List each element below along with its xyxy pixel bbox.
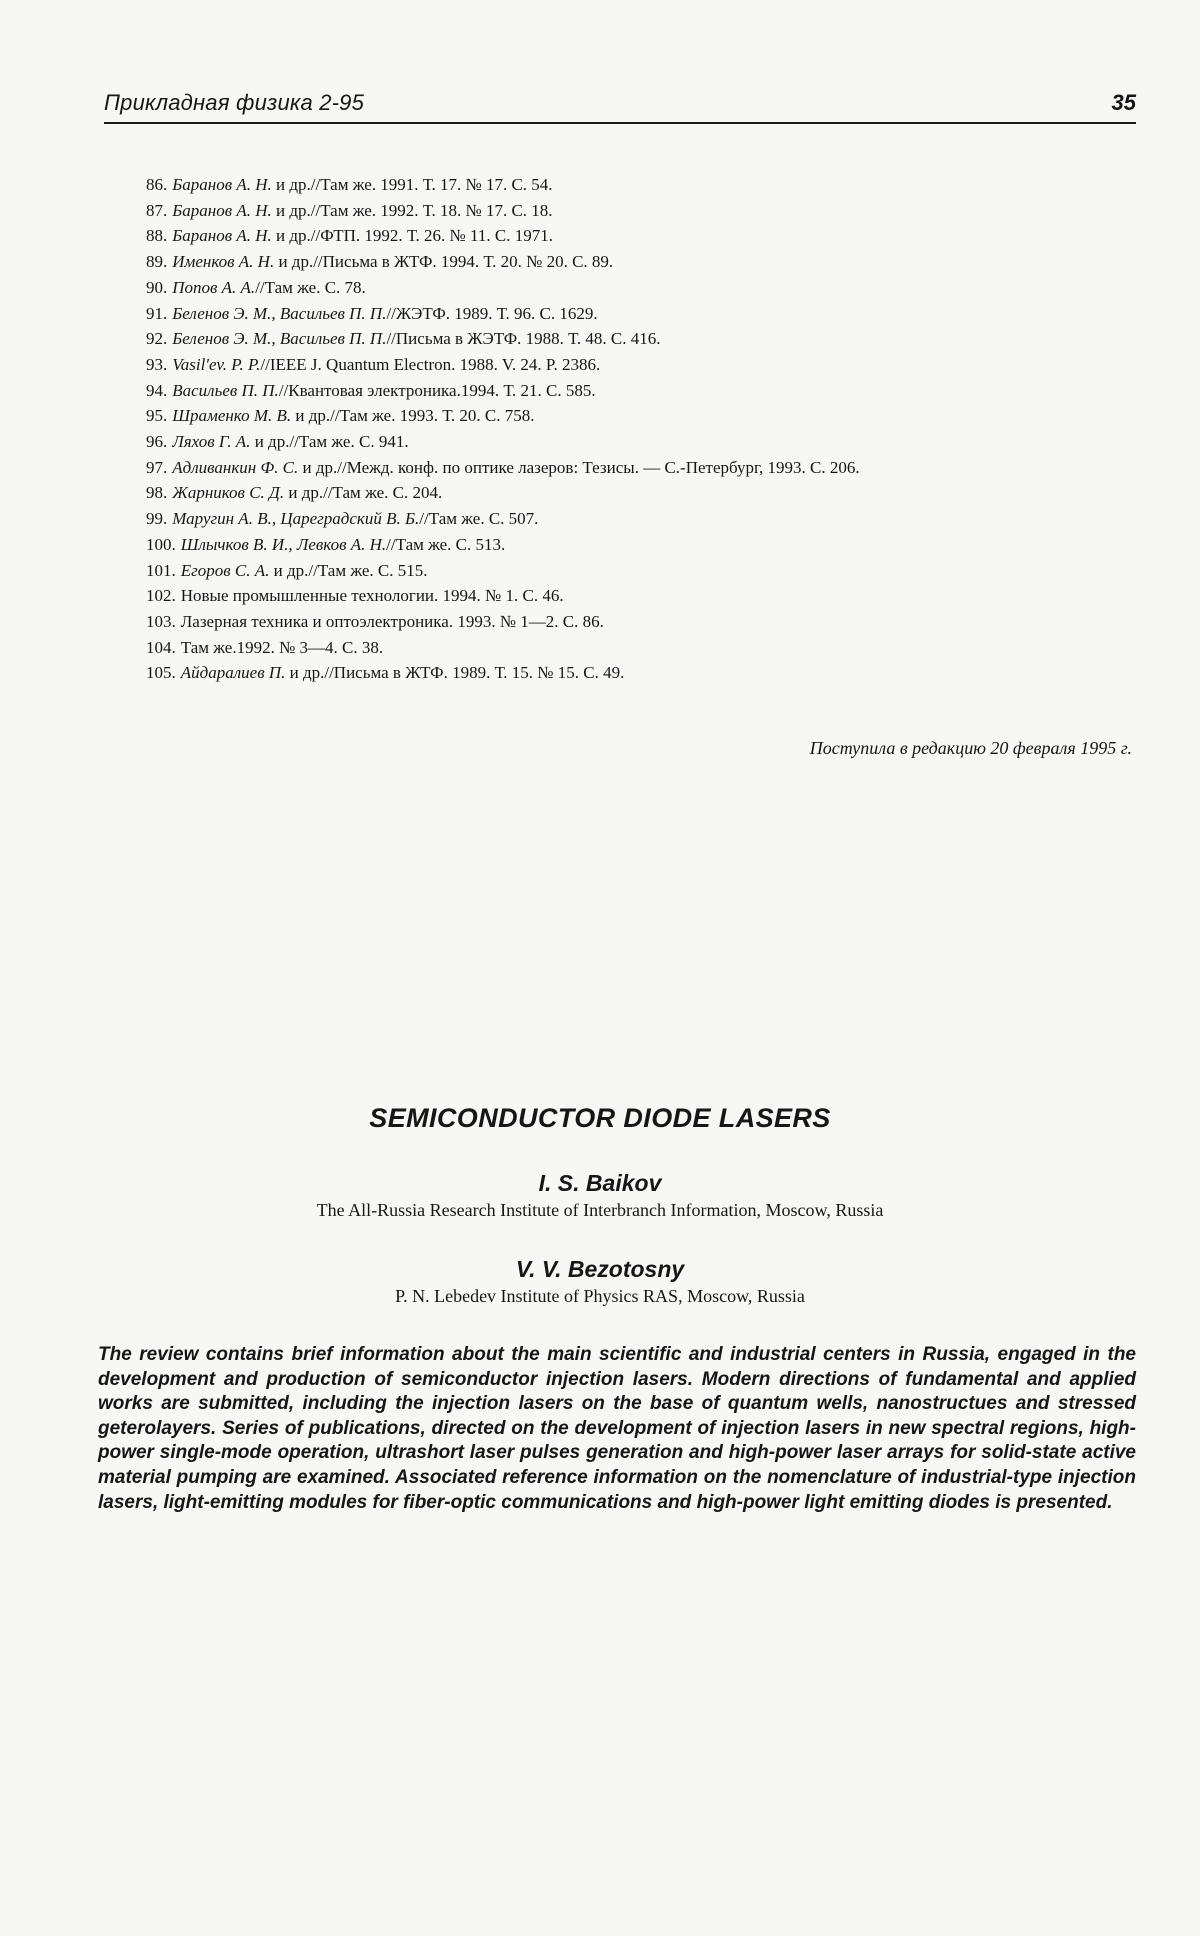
page-number: 35 — [1111, 90, 1136, 115]
reference-item: 103. Лазерная техника и оптоэлектроника. 1993. № 1—2. С. 86. — [146, 611, 604, 631]
reference-item: 89. Именков А. Н. и др.//Письма в ЖТФ. 1994. Т. 20. № 20. С. 89. — [146, 252, 614, 272]
author-affiliation: P. N. Lebedev Institute of Physics RAS, Moscow, Russia — [395, 1286, 805, 1306]
reference-item: 88. Баранов А. Н. и др.//ФТП. 1992. Т. 26. № 11. С. 1971. — [146, 226, 553, 246]
reference-item: 91. Беленов Э. М., Васильев П. П.//ЖЭТФ. 1989. Т. 96. С. 1629. — [146, 303, 598, 323]
author-name: I. S. Baikov — [538, 1170, 662, 1196]
received-date: Поступила в редакцию 20 февраля 1995 г. — [809, 738, 1132, 758]
reference-item: 105. Айдаралиев П. и др.//Письма в ЖТФ. 1989. Т. 15. № 15. С. 49. — [146, 663, 625, 683]
reference-item: 90. Попов А. А.//Там же. С. 78. — [146, 277, 366, 297]
article-title: SEMICONDUCTOR DIODE LASERS — [369, 1103, 831, 1133]
reference-item: 104. Там же.1992. № 3—4. С. 38. — [146, 637, 384, 657]
abstract: The review contains brief information about the main scientific and industrial centers in Russia, engaged in the development and production of semiconductor injection lasers. Modern directions of fundamental and applied works are submitted, including the injection lasers on the base of quantum wells, nanostructues and stressed geterolayers. Series of publications, directed on the development of injection lasers in new spectral regions, high-power single-mode operation, ultrashort laser pulses generation and high-power laser arrays for solid-state active material pumping are examined. Associated reference information on the nomenclature of industrial-type injection lasers, light-emitting modules for fiber-optic communications and high-power light emitting diodes is presented. — [98, 1344, 1136, 1513]
reference-item: 96. Ляхов Г. А. и др.//Там же. С. 941. — [146, 432, 409, 452]
reference-item: 92. Беленов Э. М., Васильев П. П.//Письма в ЖЭТФ. 1988. Т. 48. С. 416. — [146, 329, 661, 349]
author-affiliation: The All-Russia Research Institute of Interbranch Information, Moscow, Russia — [316, 1200, 884, 1220]
reference-item: 101. Егоров С. А. и др.//Там же. С. 515. — [146, 560, 428, 580]
reference-item: 99. Маругин А. В., Цареградский В. Б.//Там же. С. 507. — [146, 509, 539, 529]
reference-item: 100. Шлычков В. И., Левков А. Н.//Там же. С. 513. — [146, 534, 506, 554]
journal-title: Прикладная физика 2-95 — [104, 90, 365, 115]
reference-item: 95. Шраменко М. В. и др.//Там же. 1993. Т. 20. С. 758. — [146, 406, 535, 426]
reference-item: 87. Баранов А. Н. и др.//Там же. 1992. Т. 18. № 17. С. 18. — [146, 200, 553, 220]
reference-item: 93. Vasil'ev. P. P.//IEEE J. Quantum Electron. 1988. V. 24. P. 2386. — [146, 354, 601, 374]
reference-item: 98. Жарников С. Д. и др.//Там же. С. 204. — [146, 483, 443, 503]
running-header — [104, 88, 1136, 124]
reference-item: 94. Васильев П. П.//Квантовая электроника.1994. Т. 21. С. 585. — [146, 380, 596, 400]
reference-item: 102. Новые промышленные технологии. 1994. № 1. С. 46. — [146, 586, 564, 606]
reference-list — [146, 172, 1136, 686]
reference-item: 86. Баранов А. Н. и др.//Там же. 1991. Т. 17. № 17. С. 54. — [146, 175, 553, 194]
reference-item: 97. Адливанкин Ф. С. и др.//Межд. конф. по оптике лазеров: Тезисы. — С.-Петербург, 1993. С. 206. — [146, 457, 860, 477]
author-name: V. V. Bezotosny — [515, 1256, 685, 1282]
